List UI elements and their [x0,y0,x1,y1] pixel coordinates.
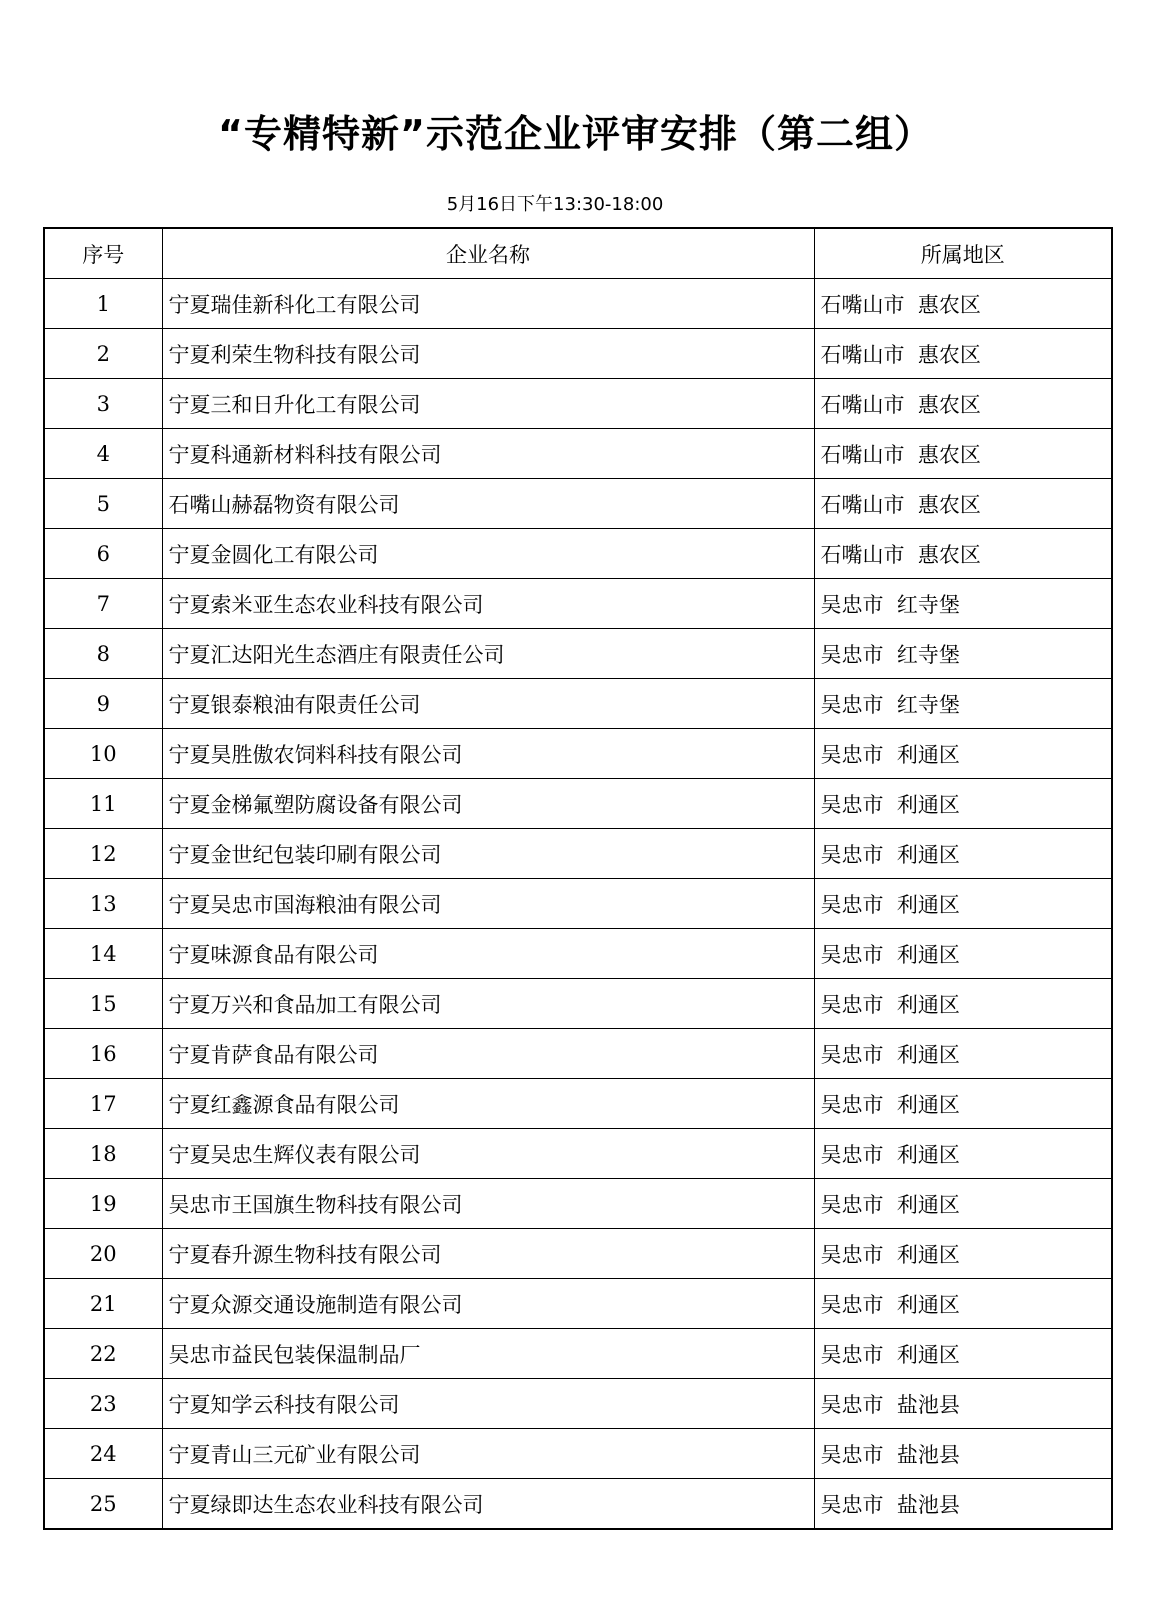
company-name-cell: 宁夏味源食品有限公司 [162,929,814,979]
row-index: 18 [44,1129,162,1179]
row-index: 14 [44,929,162,979]
table-row [44,529,1112,579]
row-index: 11 [44,779,162,829]
row-index: 12 [44,829,162,879]
region-cell: 吴忠市 利通区 [814,1329,1112,1379]
company-name-cell: 宁夏春升源生物科技有限公司 [162,1229,814,1279]
company-name-cell: 宁夏昊胜傲农饲料科技有限公司 [162,729,814,779]
region-cell: 吴忠市 盐池县 [814,1379,1112,1429]
company-name-cell: 宁夏银泰粮油有限责任公司 [162,679,814,729]
row-index: 15 [44,979,162,1029]
table-row [44,679,1112,729]
region-cell: 石嘴山市 惠农区 [814,529,1112,579]
region-cell: 石嘴山市 惠农区 [814,279,1112,329]
region-cell: 吴忠市 利通区 [814,1029,1112,1079]
row-index: 24 [44,1429,162,1479]
row-index: 13 [44,879,162,929]
region-cell: 吴忠市 红寺堡 [814,579,1112,629]
row-index: 8 [44,629,162,679]
table-row [44,1079,1112,1129]
company-name-cell: 宁夏万兴和食品加工有限公司 [162,979,814,1029]
row-index: 22 [44,1329,162,1379]
region-cell: 吴忠市 利通区 [814,1129,1112,1179]
row-index: 17 [44,1079,162,1129]
region-cell: 吴忠市 利通区 [814,779,1112,829]
schedule-table [43,227,1113,1530]
row-index: 4 [44,429,162,479]
table-row [44,879,1112,929]
row-index: 10 [44,729,162,779]
region-cell: 吴忠市 利通区 [814,1179,1112,1229]
region-cell: 吴忠市 利通区 [814,929,1112,979]
row-index: 7 [44,579,162,629]
company-name-cell: 宁夏科通新材料科技有限公司 [162,429,814,479]
company-name-cell: 宁夏吴忠生辉仪表有限公司 [162,1129,814,1179]
table-row [44,1129,1112,1179]
region-cell: 石嘴山市 惠农区 [814,429,1112,479]
company-name-cell: 宁夏金梯氟塑防腐设备有限公司 [162,779,814,829]
company-name-cell: 宁夏金世纪包装印刷有限公司 [162,829,814,879]
table-row [44,1179,1112,1229]
header-region: 所属地区 [814,228,1112,279]
region-cell: 吴忠市 利通区 [814,879,1112,929]
table-row [44,729,1112,779]
company-name-cell: 宁夏知学云科技有限公司 [162,1379,814,1429]
company-name-cell: 宁夏红鑫源食品有限公司 [162,1079,814,1129]
row-index: 16 [44,1029,162,1079]
company-name-cell: 宁夏金圆化工有限公司 [162,529,814,579]
row-index: 20 [44,1229,162,1279]
region-cell: 吴忠市 利通区 [814,1279,1112,1329]
company-name-cell: 宁夏众源交通设施制造有限公司 [162,1279,814,1329]
row-index: 5 [44,479,162,529]
region-cell: 吴忠市 利通区 [814,1079,1112,1129]
company-name-cell: 宁夏青山三元矿业有限公司 [162,1429,814,1479]
page-title: “专精特新”示范企业评审安排（第二组） [218,112,933,156]
region-cell: 吴忠市 利通区 [814,729,1112,779]
region-cell: 吴忠市 红寺堡 [814,679,1112,729]
table-row [44,579,1112,629]
company-name-cell: 吴忠市王国旗生物科技有限公司 [162,1179,814,1229]
company-name-cell: 宁夏三和日升化工有限公司 [162,379,814,429]
table-row [44,629,1112,679]
row-index: 21 [44,1279,162,1329]
region-cell: 吴忠市 利通区 [814,979,1112,1029]
table-row [44,429,1112,479]
header-index: 序号 [44,228,162,279]
company-name-cell: 宁夏利荣生物科技有限公司 [162,329,814,379]
schedule-time: 5月16日下午13:30-18:00 [446,194,664,215]
table-header-row [44,228,1112,279]
region-cell: 吴忠市 利通区 [814,829,1112,879]
table-row [44,1329,1112,1379]
table-row [44,1229,1112,1279]
table-row [44,1429,1112,1479]
table-row [44,279,1112,329]
row-index: 9 [44,679,162,729]
table-row [44,779,1112,829]
company-name-cell: 石嘴山赫磊物资有限公司 [162,479,814,529]
header-company-name: 企业名称 [162,228,814,279]
region-cell: 吴忠市 盐池县 [814,1479,1112,1530]
company-name-cell: 宁夏吴忠市国海粮油有限公司 [162,879,814,929]
table-row [44,979,1112,1029]
region-cell: 石嘴山市 惠农区 [814,479,1112,529]
table-body [44,279,1112,1530]
company-name-cell: 宁夏绿即达生态农业科技有限公司 [162,1479,814,1530]
table-row [44,379,1112,429]
table-row [44,329,1112,379]
row-index: 3 [44,379,162,429]
company-name-cell: 宁夏汇达阳光生态酒庄有限责任公司 [162,629,814,679]
row-index: 6 [44,529,162,579]
row-index: 25 [44,1479,162,1530]
company-name-cell: 吴忠市益民包装保温制品厂 [162,1329,814,1379]
row-index: 2 [44,329,162,379]
company-name-cell: 宁夏瑞佳新科化工有限公司 [162,279,814,329]
region-cell: 吴忠市 红寺堡 [814,629,1112,679]
table-row [44,829,1112,879]
table-row [44,929,1112,979]
table-row [44,1379,1112,1429]
table-row [44,479,1112,529]
company-name-cell: 宁夏肯萨食品有限公司 [162,1029,814,1079]
table-row [44,1479,1112,1530]
company-name-cell: 宁夏索米亚生态农业科技有限公司 [162,579,814,629]
row-index: 23 [44,1379,162,1429]
table-row [44,1029,1112,1079]
region-cell: 吴忠市 利通区 [814,1229,1112,1279]
region-cell: 石嘴山市 惠农区 [814,379,1112,429]
region-cell: 石嘴山市 惠农区 [814,329,1112,379]
row-index: 19 [44,1179,162,1229]
region-cell: 吴忠市 盐池县 [814,1429,1112,1479]
row-index: 1 [44,279,162,329]
table-row [44,1279,1112,1329]
